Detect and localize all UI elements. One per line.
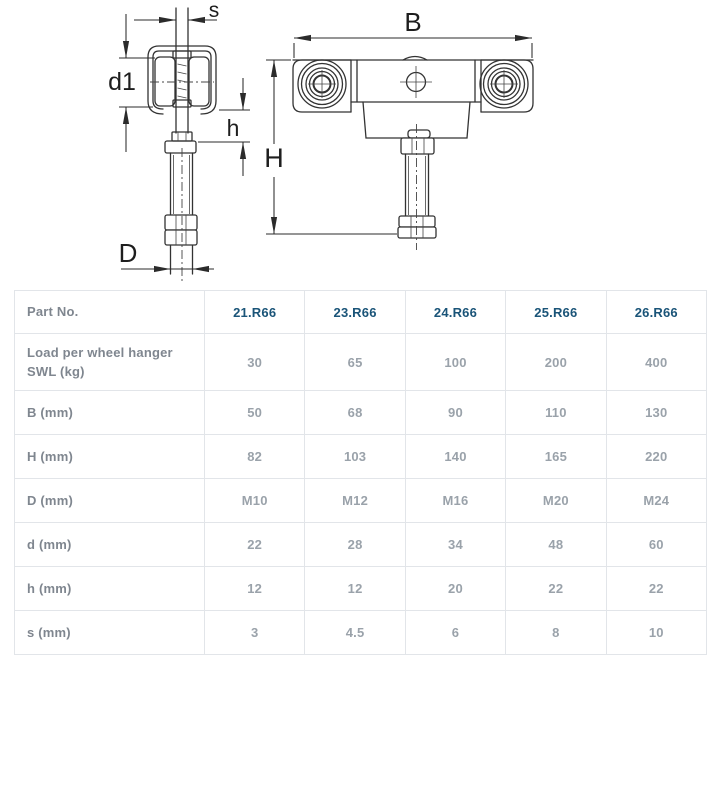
cell-value: 68: [305, 391, 405, 435]
cell-value: 90: [405, 391, 505, 435]
cell-value: 22: [506, 567, 606, 611]
cell-value: 10: [606, 611, 706, 655]
cell-value: M24: [606, 479, 706, 523]
cell-value: 82: [205, 435, 305, 479]
cell-value: 103: [305, 435, 405, 479]
specs-table-header: [15, 291, 707, 334]
dim-label-D: D: [118, 238, 138, 268]
cell-value: 6: [405, 611, 505, 655]
header-row: [15, 291, 707, 334]
cell-value: M12: [305, 479, 405, 523]
cell-value: 30: [205, 334, 305, 391]
cell-value: 200: [506, 334, 606, 391]
column-header-part: 25.R66: [506, 291, 606, 334]
cell-value: 100: [405, 334, 505, 391]
cell-value: 3: [205, 611, 305, 655]
column-header-part: 26.R66: [606, 291, 706, 334]
table-row: [15, 523, 707, 567]
column-header-part: 23.R66: [305, 291, 405, 334]
cell-value: M10: [205, 479, 305, 523]
cell-value: 12: [305, 567, 405, 611]
cell-value: 4.5: [305, 611, 405, 655]
cell-value: 28: [305, 523, 405, 567]
cell-value: 65: [305, 334, 405, 391]
row-label: Load per wheel hanger SWL (kg): [15, 334, 205, 391]
column-header-part: 24.R66: [405, 291, 505, 334]
cell-value: 22: [606, 567, 706, 611]
cell-value: 165: [506, 435, 606, 479]
technical-drawing: [0, 0, 720, 288]
specs-table: [14, 290, 707, 655]
specs-table-body: [15, 334, 707, 655]
cell-value: 8: [506, 611, 606, 655]
cell-value: M16: [405, 479, 505, 523]
cell-value: 34: [405, 523, 505, 567]
row-label: D (mm): [15, 479, 205, 523]
cell-value: 22: [205, 523, 305, 567]
cell-value: 48: [506, 523, 606, 567]
column-header-part-no: Part No.: [15, 291, 205, 334]
cell-value: 130: [606, 391, 706, 435]
cell-value: 20: [405, 567, 505, 611]
table-row: [15, 611, 707, 655]
cell-value: 50: [205, 391, 305, 435]
dim-label-H: H: [264, 143, 284, 173]
cell-value: 140: [405, 435, 505, 479]
row-label: H (mm): [15, 435, 205, 479]
cell-value: 110: [506, 391, 606, 435]
cell-value: 12: [205, 567, 305, 611]
dim-label-h: h: [226, 115, 240, 141]
table-row: [15, 479, 707, 523]
cell-value: M20: [506, 479, 606, 523]
dim-label-B: B: [404, 7, 422, 37]
row-label: s (mm): [15, 611, 205, 655]
side-view: [108, 0, 250, 282]
row-label: h (mm): [15, 567, 205, 611]
cell-value: 60: [606, 523, 706, 567]
table-row: [15, 567, 707, 611]
cell-value: 400: [606, 334, 706, 391]
row-label: d (mm): [15, 523, 205, 567]
column-header-part: 21.R66: [205, 291, 305, 334]
dim-label-s: s: [208, 0, 220, 22]
dim-label-d1: d1: [108, 68, 136, 96]
cell-value: 220: [606, 435, 706, 479]
front-view: [264, 7, 533, 250]
table-row: [15, 391, 707, 435]
row-label: B (mm): [15, 391, 205, 435]
table-row: [15, 334, 707, 391]
table-row: [15, 435, 707, 479]
